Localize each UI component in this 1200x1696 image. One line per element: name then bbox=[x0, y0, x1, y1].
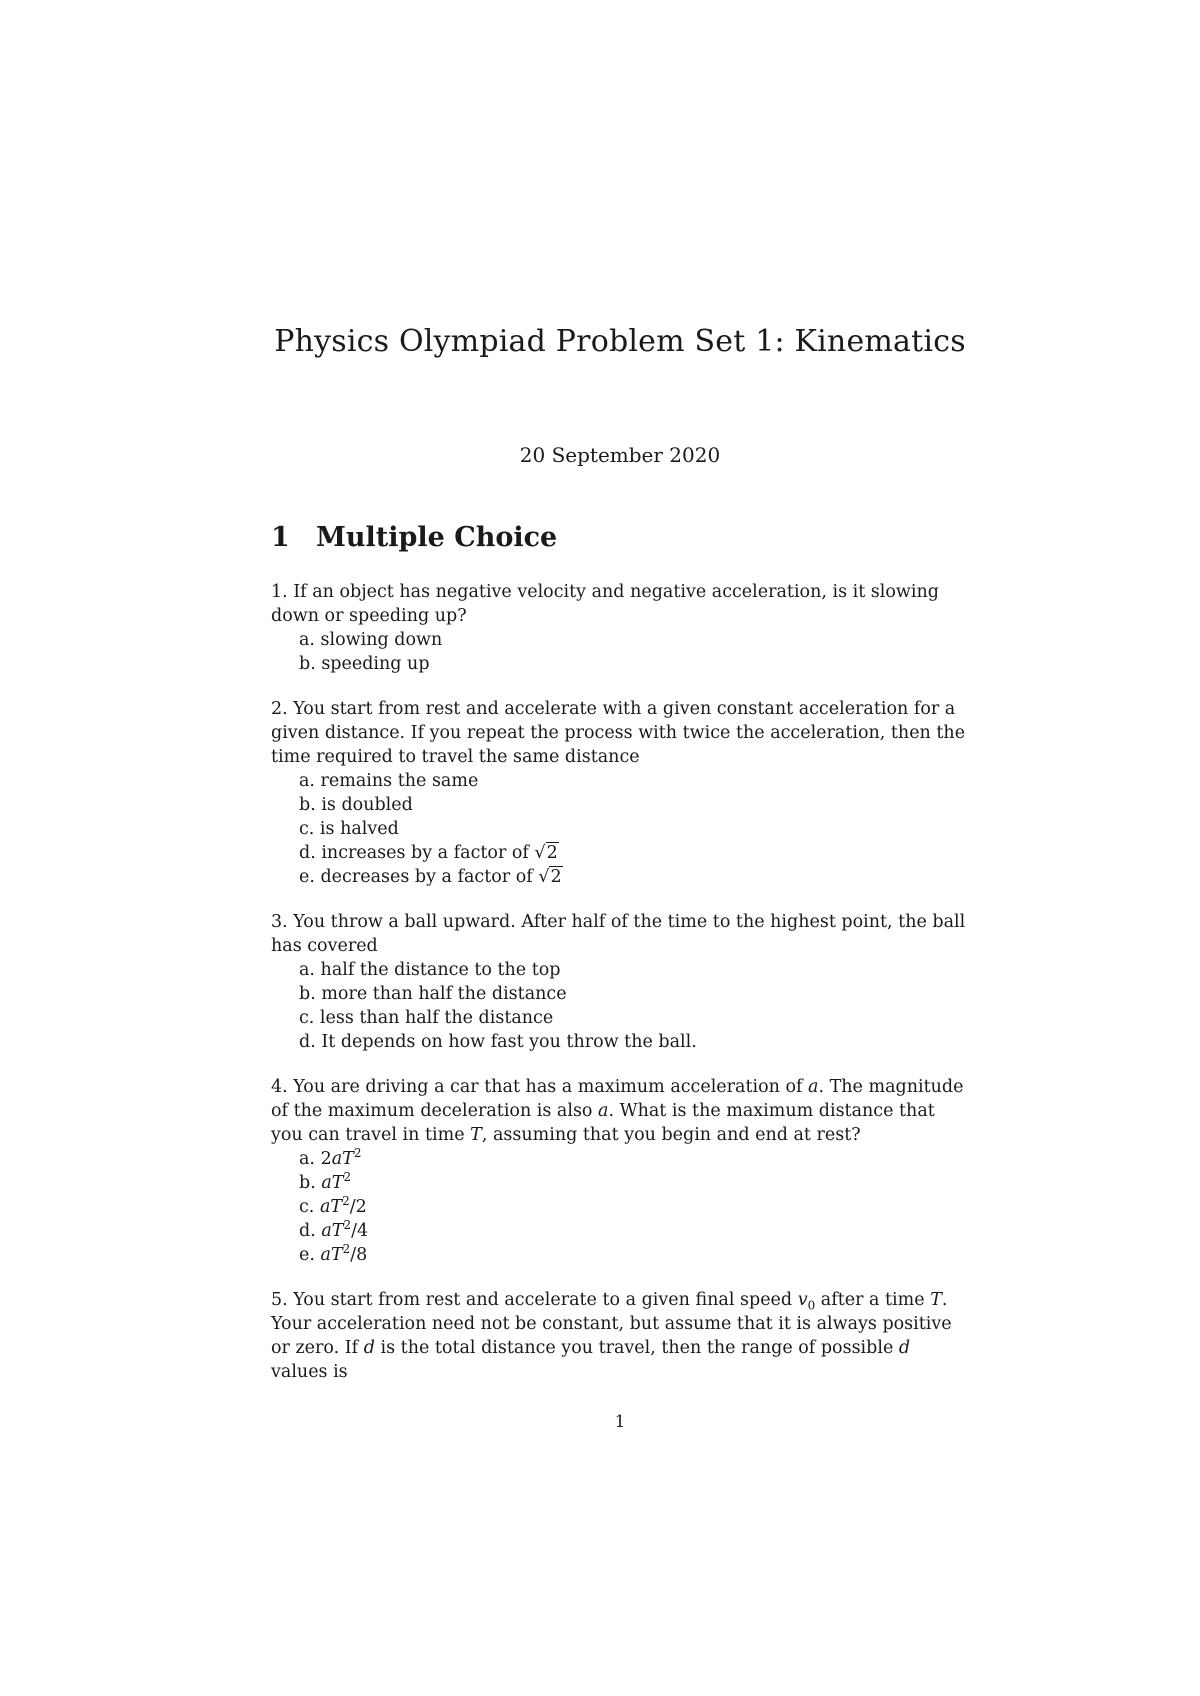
math-var-a: a bbox=[598, 1101, 609, 1121]
problem-3-stem: 3. You throw a ball upward. After half of the time to the highest point, the ball has covered bbox=[271, 912, 966, 956]
problem-4-option-c bbox=[299, 1195, 971, 1219]
document-date: 20 September 2020 bbox=[519, 443, 721, 467]
problem-2-option-c: c. is halved bbox=[299, 819, 399, 839]
problem-4-options bbox=[271, 1147, 971, 1267]
math-var-a: a bbox=[321, 1173, 332, 1193]
problem-4-option-a bbox=[299, 1147, 971, 1171]
math-var-a: a bbox=[331, 1149, 343, 1169]
problem-2-option-b: b. is doubled bbox=[299, 795, 413, 815]
option-letter: b. bbox=[299, 1173, 316, 1193]
problem-3-option-a: a. half the distance to the top bbox=[299, 960, 561, 980]
problem-2-options bbox=[271, 769, 971, 889]
problem-2-option-a: a. remains the same bbox=[299, 771, 479, 791]
problem-5-stem bbox=[271, 1288, 971, 1384]
sqrt-symbol: √2 bbox=[534, 843, 558, 863]
math-var-v: v bbox=[797, 1290, 808, 1310]
problem-4-stem bbox=[271, 1075, 971, 1147]
option-letter: e. bbox=[299, 1245, 315, 1265]
math-var-T: T bbox=[930, 1290, 942, 1310]
problem-3-options bbox=[271, 958, 971, 1054]
math-var-T: T bbox=[470, 1125, 482, 1145]
sqrt-radicand: 2 bbox=[550, 867, 562, 887]
math-var-T: T bbox=[330, 1197, 343, 1217]
problem-4-option-b bbox=[299, 1171, 971, 1195]
problem-1-option-b: b. speeding up bbox=[299, 654, 430, 674]
problem-5 bbox=[271, 1288, 971, 1384]
math-var-a: a bbox=[319, 1197, 331, 1217]
section-heading bbox=[271, 522, 557, 553]
option-suffix: /2 bbox=[349, 1197, 367, 1217]
problem-2-option-d-text: d. increases by a factor of bbox=[299, 843, 529, 863]
problem-5-stem-text: 5. You start from rest and accelerate to a given final speed bbox=[271, 1290, 793, 1310]
math-var-T: T bbox=[331, 1221, 344, 1241]
document-title: Physics Olympiad Problem Set 1: Kinematics bbox=[274, 324, 966, 359]
problem-3-option-d: d. It depends on how fast you throw the ball. bbox=[299, 1032, 697, 1052]
problem-3-option-b: b. more than half the distance bbox=[299, 984, 567, 1004]
option-letter: d. bbox=[299, 1221, 316, 1241]
problem-4-option-e bbox=[299, 1243, 971, 1267]
problem-2-option-e bbox=[299, 865, 971, 889]
option-coefficient: 2 bbox=[320, 1149, 332, 1169]
math-var-a: a bbox=[321, 1221, 332, 1241]
option-letter: c. bbox=[299, 1197, 315, 1217]
problem-2 bbox=[271, 697, 971, 889]
page-number: 1 bbox=[614, 1412, 626, 1432]
problem-2-option-d bbox=[299, 841, 971, 865]
math-var-T: T bbox=[330, 1245, 343, 1265]
problem-1-options bbox=[271, 628, 971, 676]
problem-4 bbox=[271, 1075, 971, 1267]
problem-1-stem: 1. If an object has negative velocity and negative acceleration, is it slowing down or speeding up? bbox=[271, 582, 939, 626]
problem-4-stem-text: . The magnitude of the maximum deceleration is also bbox=[271, 1077, 964, 1121]
option-letter: a. bbox=[299, 1149, 315, 1169]
problem-5-stem-text: values is bbox=[271, 1362, 348, 1382]
problem-4-stem-text: 4. You are driving a car that has a maximum acceleration of bbox=[271, 1077, 803, 1097]
problem-list bbox=[271, 580, 971, 1405]
option-exponent: 2 bbox=[342, 1194, 350, 1209]
problem-4-stem-text: . What is the maximum distance that you can travel in time bbox=[271, 1101, 935, 1145]
math-var-d: d bbox=[898, 1338, 911, 1358]
problem-2-option-e-text: e. decreases by a factor of bbox=[299, 867, 533, 887]
math-var-a: a bbox=[808, 1077, 819, 1097]
option-suffix: /4 bbox=[351, 1221, 369, 1241]
problem-2-stem: 2. You start from rest and accelerate with a given constant acceleration for a given distance. If you repeat the process with twice the acceleration, then the time required to travel the same distance bbox=[271, 699, 966, 767]
problem-5-stem-text: is the total distance you travel, then the range of possible bbox=[380, 1338, 894, 1358]
option-exponent: 2 bbox=[353, 1146, 362, 1161]
math-var-d: d bbox=[363, 1338, 375, 1358]
problem-5-stem-text: . Your acceleration need not be constant, but assume that it is always positive or zero. If bbox=[271, 1290, 952, 1358]
problem-1-option-a: a. slowing down bbox=[299, 630, 443, 650]
problem-3 bbox=[271, 910, 971, 1054]
section-number: 1 bbox=[271, 522, 290, 553]
option-exponent: 2 bbox=[342, 1242, 351, 1257]
problem-5-stem-text: after a time bbox=[820, 1290, 925, 1310]
problem-4-stem-text: , assuming that you begin and end at rest? bbox=[481, 1125, 861, 1145]
math-var-a: a bbox=[320, 1245, 331, 1265]
problem-4-option-d bbox=[299, 1219, 971, 1243]
section-title: Multiple Choice bbox=[316, 522, 558, 553]
problem-1 bbox=[271, 580, 971, 676]
problem-3-option-c: c. less than half the distance bbox=[299, 1008, 554, 1028]
option-suffix: /8 bbox=[350, 1245, 368, 1265]
math-var-T: T bbox=[342, 1149, 354, 1169]
math-subscript-0: 0 bbox=[807, 1298, 816, 1313]
option-exponent: 2 bbox=[343, 1170, 352, 1185]
math-var-T: T bbox=[331, 1173, 344, 1193]
option-exponent: 2 bbox=[343, 1218, 352, 1233]
sqrt-radicand: 2 bbox=[546, 843, 558, 863]
sqrt-symbol: √2 bbox=[538, 867, 562, 887]
